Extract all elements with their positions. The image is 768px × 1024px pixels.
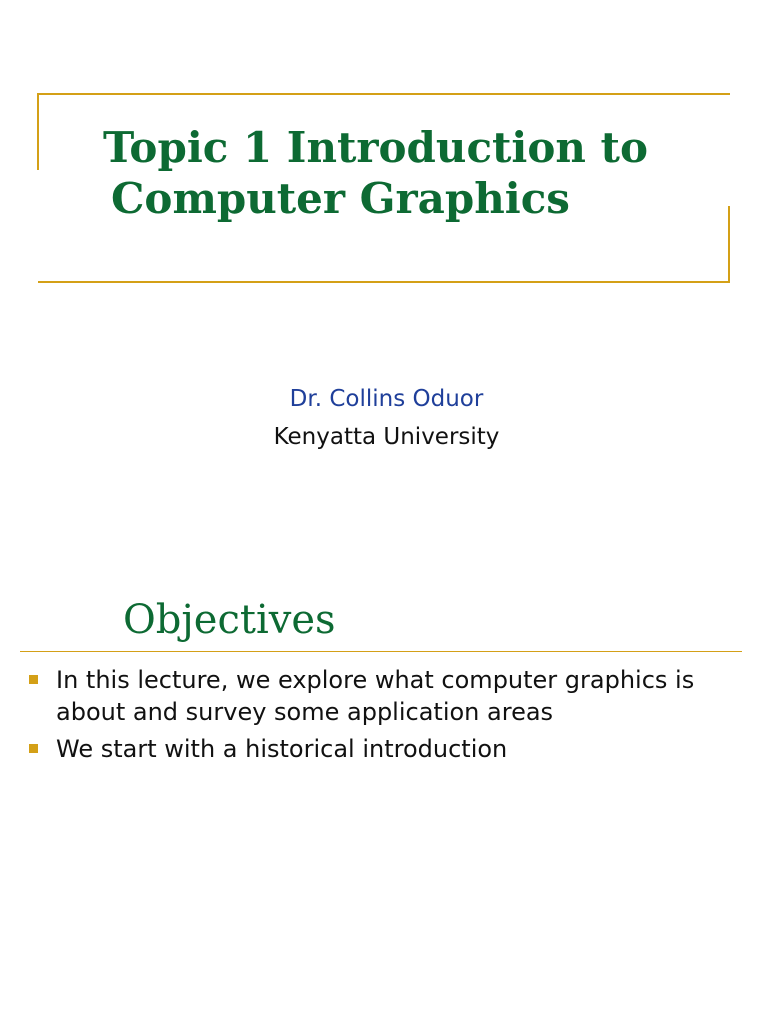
author-affiliation: Kenyatta University (273, 424, 500, 450)
slide-title-line-1: Topic 1 Introduction to (103, 123, 648, 172)
objectives-divider (20, 651, 742, 652)
author-block (0, 380, 768, 456)
author-name: Dr. Collins Oduor (289, 386, 484, 412)
objectives-bullet-item (0, 664, 768, 728)
title-frame-top-border (38, 93, 730, 95)
slide-title-line-2: Computer Graphics (111, 174, 570, 223)
objectives-heading: Objectives (123, 597, 336, 643)
title-frame-right-border (728, 206, 730, 283)
square-bullet-icon (29, 675, 38, 684)
slide-title (103, 122, 723, 224)
objectives-bullet-item (0, 733, 768, 765)
square-bullet-icon (29, 744, 38, 753)
title-frame-bottom-border (38, 281, 730, 283)
objectives-bullet-text: In this lecture, we explore what computer graphics is about and survey some application areas (56, 666, 695, 726)
title-frame-left-border (37, 93, 39, 170)
objectives-bullet-text: We start with a historical introduction (56, 735, 508, 763)
objectives-slide (0, 560, 768, 1024)
objectives-bullet-list (0, 664, 768, 770)
